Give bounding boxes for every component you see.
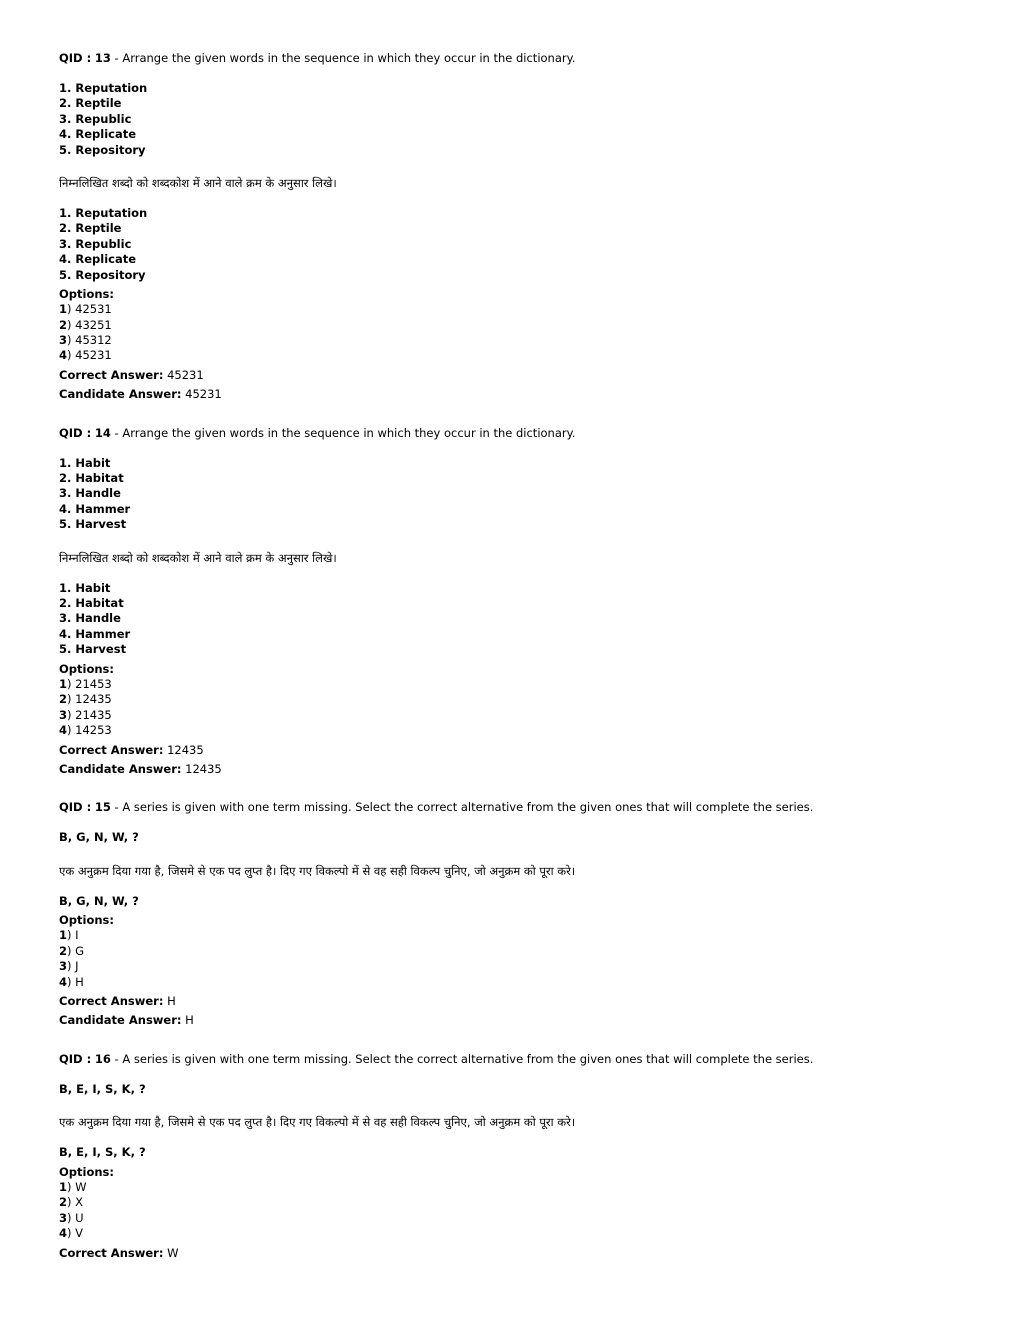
list-item: 5. Harvest	[59, 642, 127, 657]
series-text: B, G, N, W, ?	[59, 893, 139, 908]
question-header	[59, 799, 979, 815]
hindi-question-text: निम्नलिखित शब्दो को शब्दकोश में आने वाले क्रम के अनुसार लिखे।	[59, 175, 337, 190]
list-item: 1. Reputation	[59, 205, 148, 220]
list-item: 4. Replicate	[59, 127, 137, 142]
question-header	[59, 50, 979, 66]
qid-label: QID :	[59, 1051, 92, 1066]
question-13	[59, 50, 979, 403]
question-16	[59, 1051, 979, 1261]
candidate-answer: Candidate Answer: 12435	[59, 761, 222, 776]
correct-answer: Correct Answer: H	[59, 994, 176, 1009]
list-item: 3. Handle	[59, 486, 121, 501]
list-item: 2. Reptile	[59, 96, 122, 111]
option-item: 3) J	[59, 959, 79, 974]
question-14	[59, 425, 979, 778]
question-text: - A series is given with one term missing. Select the correct alternative from the given ones that will complete the series.	[110, 1051, 814, 1066]
series-text: B, E, I, S, K, ?	[59, 1081, 146, 1096]
qid-label: QID :	[59, 425, 92, 440]
hindi-question-text: निम्नलिखित शब्दो को शब्दकोश में आने वाले क्रम के अनुसार लिखे।	[59, 550, 337, 565]
list-item: 1. Reputation	[59, 81, 148, 95]
question-header	[59, 1051, 979, 1067]
option-item: 1) I	[59, 928, 79, 943]
document-page	[59, 50, 979, 1261]
list-item: 2. Habitat	[59, 595, 124, 610]
qid-number: 14	[94, 425, 111, 440]
question-15	[59, 799, 979, 1029]
qid-label: QID :	[59, 51, 92, 65]
option-item: 4) 45231	[59, 348, 112, 363]
options-label: Options:	[59, 286, 114, 301]
option-item: 1) 42531	[59, 302, 112, 317]
question-text: - Arrange the given words in the sequence in which they occur in the dictionary.	[110, 51, 576, 65]
option-item: 4) H	[59, 974, 84, 989]
list-item: 2. Habitat	[59, 471, 124, 486]
list-item: 4. Hammer	[59, 501, 131, 516]
list-item: 5. Repository	[59, 142, 146, 157]
hindi-question-text: एक अनुक्रम दिया गया है, जिसमे से एक पद लुप्त है। दिए गए विकल्पो में से वह सही विकल्प चुनिए, जो अनुक्रम को पूरा करे।	[59, 1115, 576, 1130]
series-text: B, E, I, S, K, ?	[59, 1145, 146, 1160]
list-item: 4. Hammer	[59, 626, 131, 641]
series-text: B, G, N, W, ?	[59, 830, 139, 845]
option-item: 4) 14253	[59, 723, 112, 738]
options-label: Options:	[59, 1164, 114, 1179]
hindi-question-text: एक अनुक्रम दिया गया है, जिसमे से एक पद लुप्त है। दिए गए विकल्पो में से वह सही विकल्प चुनिए, जो अनुक्रम को पूरा करे।	[59, 863, 576, 878]
question-header	[59, 425, 979, 441]
option-item: 4) V	[59, 1226, 84, 1241]
option-item: 3) U	[59, 1210, 84, 1225]
correct-answer: Correct Answer: W	[59, 1245, 179, 1260]
candidate-answer: Candidate Answer: H	[59, 1013, 194, 1028]
option-item: 1) W	[59, 1179, 87, 1194]
option-item: 2) X	[59, 1195, 84, 1210]
options-label: Options:	[59, 661, 114, 676]
list-item: 5. Repository	[59, 267, 146, 282]
list-item: 2. Reptile	[59, 221, 122, 236]
qid-number: 13	[94, 51, 111, 65]
option-item: 1) 21453	[59, 676, 112, 691]
option-item: 3) 21435	[59, 707, 112, 722]
candidate-answer: Candidate Answer: 45231	[59, 387, 222, 402]
list-item: 4. Replicate	[59, 252, 137, 267]
list-item: 1. Habit	[59, 455, 111, 470]
qid-number: 15	[94, 800, 111, 815]
option-item: 2) 12435	[59, 692, 112, 707]
correct-answer: Correct Answer: 12435	[59, 742, 204, 757]
list-item: 1. Habit	[59, 580, 111, 595]
option-item: 2) 43251	[59, 317, 112, 332]
list-item: 5. Harvest	[59, 517, 127, 532]
question-text: - A series is given with one term missing. Select the correct alternative from the given ones that will complete the series.	[110, 800, 814, 815]
option-item: 2) G	[59, 943, 85, 958]
qid-number: 16	[94, 1051, 111, 1066]
question-text: - Arrange the given words in the sequence in which they occur in the dictionary.	[110, 425, 576, 440]
options-label: Options:	[59, 913, 114, 928]
option-item: 3) 45312	[59, 333, 112, 348]
qid-label: QID :	[59, 800, 92, 815]
list-item: 3. Republic	[59, 111, 132, 126]
list-item: 3. Handle	[59, 611, 121, 626]
list-item: 3. Republic	[59, 236, 132, 251]
correct-answer: Correct Answer: 45231	[59, 367, 204, 382]
